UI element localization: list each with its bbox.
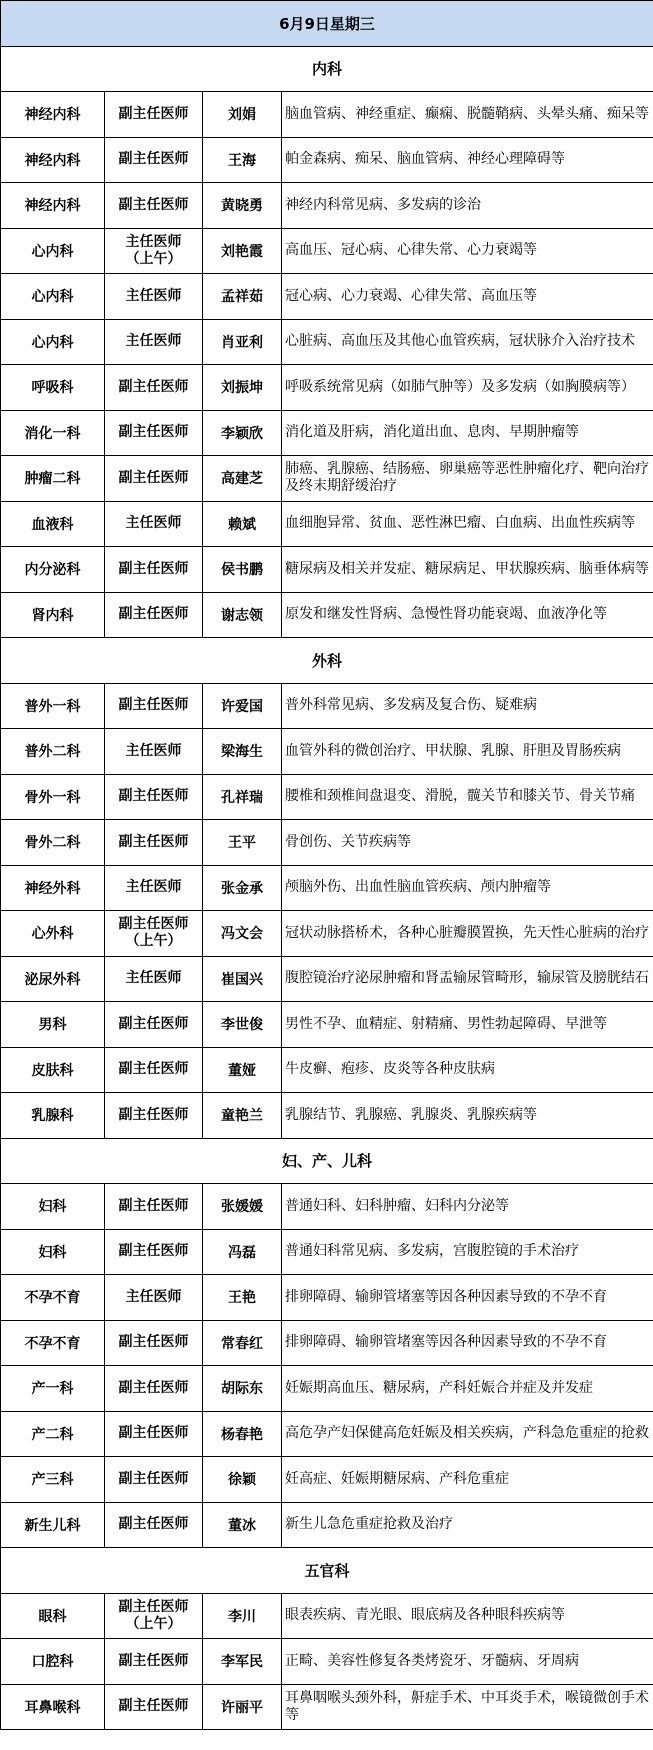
specialty-cell: 帕金森病、痴呆、脑血管病、神经心理障碍等 (282, 137, 653, 183)
schedule-row (1, 183, 653, 229)
specialty-cell: 普通妇科、妇科肿瘤、妇科内分泌等 (282, 1184, 653, 1230)
doctor-name-cell: 冯磊 (203, 1229, 282, 1275)
doctor-name-cell: 高建芝 (203, 456, 282, 502)
department-cell: 新生儿科 (1, 1502, 105, 1548)
department-cell: 产二科 (1, 1411, 105, 1457)
doctor-title-cell (105, 1229, 203, 1275)
specialty-cell: 心脏病、高血压及其他心血管疾病，冠状脉介入治疗技术 (282, 319, 653, 365)
department-cell: 不孕不育 (1, 1275, 105, 1321)
doctor-title-cell (105, 865, 203, 911)
doctor-name-cell: 孔祥瑞 (203, 774, 282, 820)
doctor-title: 副主任医师 (118, 105, 189, 122)
section-title: 外科 (1, 638, 653, 684)
department-cell: 神经外科 (1, 865, 105, 911)
schedule-row (1, 592, 653, 638)
doctor-name-cell: 刘艳霞 (203, 228, 282, 274)
section-header-row (1, 638, 653, 684)
specialty-cell: 呼吸系统常见病（如肺气肿等）及多发病（如胸膜病等） (282, 365, 653, 411)
session-note: （上午） (125, 933, 182, 950)
doctor-title: 主任医师 (125, 1288, 182, 1305)
schedule-row (1, 137, 653, 183)
specialty-cell: 糖尿病及相关并发症、糖尿病足、甲状腺疾病、脑垂体病等 (282, 547, 653, 593)
specialty-cell: 新生儿急危重症抢救及治疗 (282, 1502, 653, 1548)
schedule-row (1, 1229, 653, 1275)
department-cell: 神经内科 (1, 92, 105, 138)
schedule-row (1, 501, 653, 547)
doctor-title: 副主任医师 (118, 151, 189, 168)
schedule-row (1, 319, 653, 365)
doctor-name-cell: 侯书鹏 (203, 547, 282, 593)
doctor-title: 副主任医师 (118, 1106, 189, 1123)
doctor-title-cell (105, 1366, 203, 1412)
doctor-title-cell (105, 1411, 203, 1457)
doctor-name-cell: 刘娟 (203, 92, 282, 138)
department-cell: 心内科 (1, 319, 105, 365)
doctor-title: 主任医师 (125, 742, 182, 759)
section-title: 五官科 (1, 1548, 653, 1594)
specialty-cell: 冠心病、心力衰竭、心律失常、高血压等 (282, 274, 653, 320)
doctor-name-cell: 赖斌 (203, 501, 282, 547)
doctor-name-cell: 谢志领 (203, 592, 282, 638)
doctor-name-cell: 董娅 (203, 1047, 282, 1093)
doctor-name-cell: 肖亚利 (203, 319, 282, 365)
doctor-title: 副主任医师 (118, 1379, 189, 1396)
department-cell: 普外一科 (1, 683, 105, 729)
doctor-title-cell (105, 956, 203, 1002)
doctor-name-cell: 李世俊 (203, 1002, 282, 1048)
specialty-cell: 神经内科常见病、多发病的诊治 (282, 183, 653, 229)
specialty-cell: 颅脑外伤、出血性脑血管疾病、颅内肿瘤等 (282, 865, 653, 911)
department-cell: 心内科 (1, 228, 105, 274)
doctor-title-cell (105, 1093, 203, 1139)
schedule-row (1, 820, 653, 866)
specialty-cell: 普外科常见病、多发病及复合伤、疑难病 (282, 683, 653, 729)
doctor-title: 副主任医师 (118, 1015, 189, 1032)
schedule-row (1, 1593, 653, 1639)
department-cell: 皮肤科 (1, 1047, 105, 1093)
department-cell: 乳腺科 (1, 1093, 105, 1139)
schedule-body (1, 1, 653, 1730)
specialty-cell: 男性不孕、血精症、射精痛、男性勃起障碍、早泄等 (282, 1002, 653, 1048)
doctor-name-cell: 常春红 (203, 1320, 282, 1366)
doctor-title-cell (105, 1502, 203, 1548)
department-cell: 骨外二科 (1, 820, 105, 866)
schedule-row (1, 1639, 653, 1685)
doctor-name-cell: 徐颖 (203, 1457, 282, 1503)
doctor-title-cell (105, 365, 203, 411)
specialty-cell: 血管外科的微创治疗、甲状腺、乳腺、肝胆及胃肠疾病 (282, 729, 653, 775)
specialty-cell: 眼表疾病、青光眼、眼底病及各种眼科疾病等 (282, 1593, 653, 1639)
department-cell: 心内科 (1, 274, 105, 320)
department-cell: 血液科 (1, 501, 105, 547)
schedule-row (1, 1502, 653, 1548)
session-note: （上午） (125, 1615, 182, 1632)
doctor-title-cell (105, 1320, 203, 1366)
section-title: 内科 (1, 46, 653, 92)
doctor-name-cell: 李川 (203, 1593, 282, 1639)
specialty-cell: 腰椎和颈椎间盘退变、滑脱，髋关节和膝关节、骨关节痛 (282, 774, 653, 820)
schedule-row (1, 1320, 653, 1366)
specialty-cell: 乳腺结节、乳腺癌、乳腺炎、乳腺疾病等 (282, 1093, 653, 1139)
doctor-title-cell (105, 274, 203, 320)
schedule-row (1, 1275, 653, 1321)
session-note: （上午） (125, 250, 182, 267)
section-header-row (1, 46, 653, 92)
doctor-title: 主任医师 (125, 879, 182, 896)
department-cell: 口腔科 (1, 1639, 105, 1685)
schedule-row (1, 1047, 653, 1093)
schedule-row (1, 1366, 653, 1412)
doctor-name-cell: 王海 (203, 137, 282, 183)
doctor-title: 副主任医师 (118, 788, 189, 805)
schedule-row (1, 1457, 653, 1503)
schedule-row (1, 1002, 653, 1048)
department-cell: 呼吸科 (1, 365, 105, 411)
specialty-cell: 普通妇科常见病、多发病，宫腹腔镜的手术治疗 (282, 1229, 653, 1275)
doctor-name-cell: 许丽平 (203, 1684, 282, 1730)
department-cell: 内分泌科 (1, 547, 105, 593)
specialty-cell: 肺癌、乳腺癌、结肠癌、卵巢癌等恶性肿瘤化疗、靶向治疗及终末期舒缓治疗 (282, 456, 653, 502)
doctor-name-cell: 梁海生 (203, 729, 282, 775)
department-cell: 泌尿外科 (1, 956, 105, 1002)
doctor-title-cell (105, 410, 203, 456)
doctor-name-cell: 许爱国 (203, 683, 282, 729)
doctor-name-cell: 刘振坤 (203, 365, 282, 411)
doctor-title: 主任医师 (125, 333, 182, 350)
doctor-title: 副主任医师 (118, 1425, 189, 1442)
schedule-row (1, 410, 653, 456)
doctor-title: 副主任医师 (118, 378, 189, 395)
specialty-cell: 妊娠期高血压、糖尿病，产科妊娠合并症及并发症 (282, 1366, 653, 1412)
department-cell: 产一科 (1, 1366, 105, 1412)
schedule-row (1, 274, 653, 320)
department-cell: 肿瘤二科 (1, 456, 105, 502)
doctor-title: 副主任医师 (118, 916, 189, 933)
department-cell: 心外科 (1, 911, 105, 957)
doctor-title: 副主任医师 (118, 697, 189, 714)
schedule-row (1, 911, 653, 957)
doctor-title: 副主任医师 (118, 1197, 189, 1214)
department-cell: 肾内科 (1, 592, 105, 638)
schedule-row (1, 774, 653, 820)
doctor-title-cell (105, 456, 203, 502)
department-cell: 眼科 (1, 1593, 105, 1639)
department-cell: 消化一科 (1, 410, 105, 456)
doctor-title: 副主任医师 (118, 1470, 189, 1487)
specialty-cell: 排卵障碍、输卵管堵塞等因各种因素导致的不孕不育 (282, 1275, 653, 1321)
doctor-title: 主任医师 (125, 515, 182, 532)
specialty-cell: 高危孕产妇保健高危妊娠及相关疾病，产科急危重症的抢救 (282, 1411, 653, 1457)
doctor-title: 副主任医师 (118, 1698, 189, 1715)
department-cell: 普外二科 (1, 729, 105, 775)
schedule-row (1, 1093, 653, 1139)
schedule-row (1, 683, 653, 729)
doctor-title: 副主任医师 (118, 1516, 189, 1533)
schedule-row (1, 729, 653, 775)
doctor-title-cell (105, 228, 203, 274)
doctor-title-cell (105, 1639, 203, 1685)
specialty-cell: 排卵障碍、输卵管堵塞等因各种因素导致的不孕不育 (282, 1320, 653, 1366)
specialty-cell: 脑血管病、神经重症、癫痫、脱髓鞘病、头晕头痛、痴呆等 (282, 92, 653, 138)
doctor-title-cell (105, 547, 203, 593)
doctor-title: 主任医师 (125, 970, 182, 987)
doctor-title-cell (105, 501, 203, 547)
section-header-row (1, 1138, 653, 1184)
specialty-cell: 腹腔镜治疗泌尿肿瘤和肾盂输尿管畸形，输尿管及膀胱结石 (282, 956, 653, 1002)
department-cell: 妇科 (1, 1184, 105, 1230)
doctor-title-cell (105, 1275, 203, 1321)
doctor-title: 副主任医师 (118, 1652, 189, 1669)
schedule-row (1, 1411, 653, 1457)
department-cell: 妇科 (1, 1229, 105, 1275)
doctor-title-cell (105, 1684, 203, 1730)
schedule-row (1, 92, 653, 138)
doctor-name-cell: 崔国兴 (203, 956, 282, 1002)
specialty-cell: 高血压、冠心病、心律失常、心力衰竭等 (282, 228, 653, 274)
schedule-row (1, 1684, 653, 1730)
doctor-title: 主任医师 (125, 233, 182, 250)
schedule-row (1, 865, 653, 911)
specialty-cell: 耳鼻咽喉头颈外科，鼾症手术、中耳炎手术，喉镜微创手术等 (282, 1684, 653, 1730)
doctor-title-cell (105, 820, 203, 866)
schedule-row (1, 956, 653, 1002)
doctor-title-cell (105, 183, 203, 229)
department-cell: 神经内科 (1, 183, 105, 229)
specialty-cell: 正畸、美容性修复各类烤瓷牙、牙髓病、牙周病 (282, 1639, 653, 1685)
doctor-name-cell: 胡际东 (203, 1366, 282, 1412)
department-cell: 不孕不育 (1, 1320, 105, 1366)
doctor-name-cell: 冯文会 (203, 911, 282, 957)
department-cell: 骨外一科 (1, 774, 105, 820)
department-cell: 产三科 (1, 1457, 105, 1503)
section-header-row (1, 1548, 653, 1594)
specialty-cell: 冠状动脉搭桥术，各种心脏瓣膜置换，先天性心脏病的治疗 (282, 911, 653, 957)
doctor-name-cell: 童艳兰 (203, 1093, 282, 1139)
doctor-name-cell: 张媛媛 (203, 1184, 282, 1230)
doctor-title-cell (105, 1047, 203, 1093)
doctor-title-cell (105, 92, 203, 138)
doctor-title: 副主任医师 (118, 1334, 189, 1351)
doctor-title: 副主任医师 (118, 606, 189, 623)
doctor-title: 副主任医师 (118, 196, 189, 213)
header-row (1, 1, 653, 47)
schedule-row (1, 456, 653, 502)
doctor-title-cell (105, 774, 203, 820)
specialty-cell: 牛皮癣、疱疹、皮炎等各种皮肤病 (282, 1047, 653, 1093)
doctor-title-cell (105, 1184, 203, 1230)
doctor-title: 副主任医师 (118, 560, 189, 577)
doctor-name-cell: 孟祥茹 (203, 274, 282, 320)
doctor-title: 主任医师 (125, 287, 182, 304)
doctor-name-cell: 杨春艳 (203, 1411, 282, 1457)
specialty-cell: 骨创伤、关节疾病等 (282, 820, 653, 866)
doctor-name-cell: 王平 (203, 820, 282, 866)
doctor-title-cell (105, 319, 203, 365)
section-title: 妇、产、儿科 (1, 1138, 653, 1184)
doctor-title: 副主任医师 (118, 1598, 189, 1615)
doctor-title-cell (105, 683, 203, 729)
schedule-row (1, 365, 653, 411)
doctor-title-cell (105, 137, 203, 183)
doctor-title-cell (105, 911, 203, 957)
schedule-date-title: 6月9日星期三 (1, 1, 653, 47)
doctor-title-cell (105, 1002, 203, 1048)
doctor-name-cell: 李军民 (203, 1639, 282, 1685)
doctor-name-cell: 李颖欣 (203, 410, 282, 456)
doctor-title: 副主任医师 (118, 1061, 189, 1078)
specialty-cell: 妊高症、妊娠期糖尿病、产科危重症 (282, 1457, 653, 1503)
department-cell: 耳鼻喉科 (1, 1684, 105, 1730)
schedule-row (1, 547, 653, 593)
doctor-name-cell: 张金承 (203, 865, 282, 911)
doctor-title-cell (105, 592, 203, 638)
doctor-title: 副主任医师 (118, 833, 189, 850)
doctor-title: 副主任医师 (118, 1243, 189, 1260)
doctor-title-cell (105, 1457, 203, 1503)
doctor-name-cell: 王艳 (203, 1275, 282, 1321)
doctor-title-cell (105, 1593, 203, 1639)
specialty-cell: 消化道及肝病，消化道出血、息肉、早期肿瘤等 (282, 410, 653, 456)
doctor-title: 副主任医师 (118, 469, 189, 486)
doctor-title-cell (105, 729, 203, 775)
doctor-name-cell: 黄晓勇 (203, 183, 282, 229)
department-cell: 神经内科 (1, 137, 105, 183)
specialty-cell: 原发和继发性肾病、急慢性肾功能衰竭、血液净化等 (282, 592, 653, 638)
schedule-row (1, 228, 653, 274)
doctor-name-cell: 董冰 (203, 1502, 282, 1548)
doctor-title: 副主任医师 (118, 424, 189, 441)
schedule-row (1, 1184, 653, 1230)
department-cell: 男科 (1, 1002, 105, 1048)
specialty-cell: 血细胞异常、贫血、恶性淋巴瘤、白血病、出血性疾病等 (282, 501, 653, 547)
